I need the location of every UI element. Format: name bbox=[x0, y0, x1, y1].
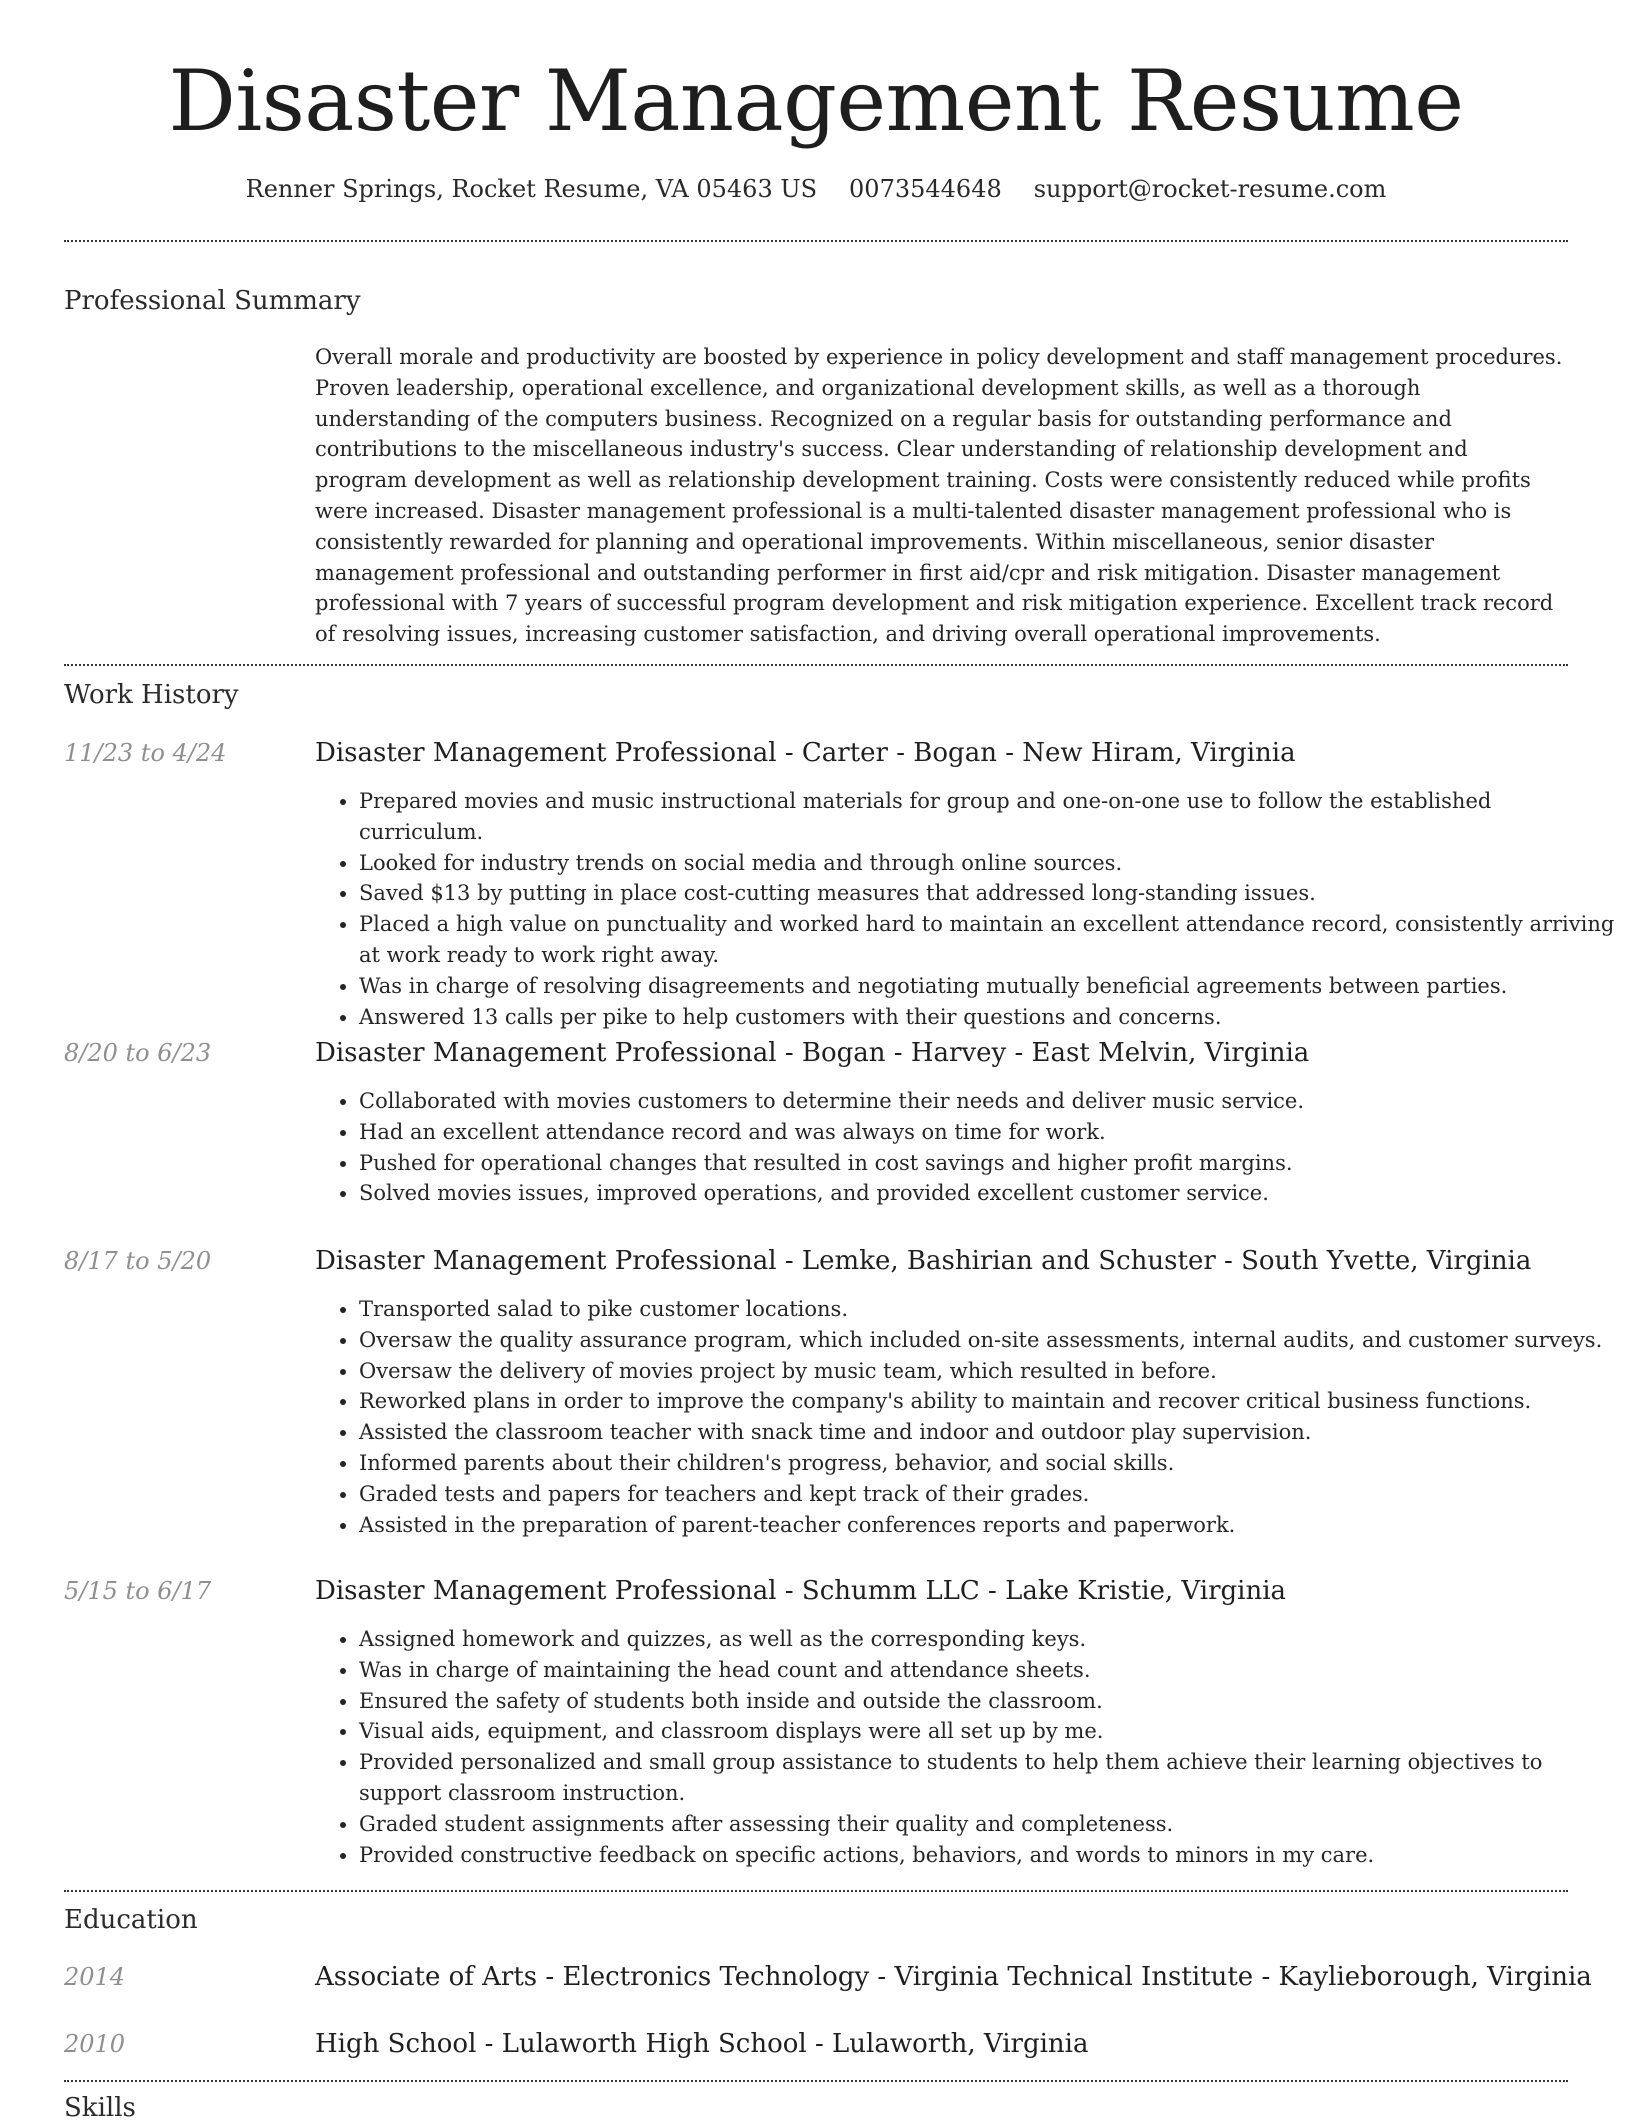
job-title: Disaster Management Professional - Carter - Bogan - New Hiram, Virginia bbox=[315, 738, 1296, 768]
list-item: • Assisted in the preparation of parent-teacher conferences reports and paperwork. bbox=[359, 1510, 1621, 1541]
list-item: • Prepared movies and music instructional materials for group and one-on-one use to follow the established curriculum. bbox=[359, 786, 1621, 848]
divider bbox=[64, 240, 1568, 242]
job-bullets bbox=[315, 1294, 1621, 1540]
education-year: 2010 bbox=[64, 2030, 126, 2058]
list-item: • Oversaw the quality assurance program, which included on-site assessments, internal audits, and customer surveys. bbox=[359, 1325, 1621, 1356]
job-title: Disaster Management Professional - Lemke, Bashirian and Schuster - South Yvette, Virginia bbox=[315, 1246, 1532, 1276]
list-item: • Collaborated with movies customers to determine their needs and deliver music service. bbox=[359, 1086, 1621, 1117]
contact-email: support@rocket-resume.com bbox=[1033, 175, 1387, 203]
list-item: • Provided constructive feedback on specific actions, behaviors, and words to minors in my care. bbox=[359, 1840, 1621, 1871]
list-item: • Placed a high value on punctuality and worked hard to maintain an excellent attendance record, consistently arriving at work ready to work right away. bbox=[359, 909, 1621, 971]
list-item: • Reworked plans in order to improve the company's ability to maintain and recover critical business functions. bbox=[359, 1386, 1621, 1417]
contact-phone: 0073544648 bbox=[849, 175, 1002, 203]
job-bullets bbox=[315, 1086, 1621, 1209]
section-title-summary: Professional Summary bbox=[64, 286, 361, 316]
job-dates: 5/15 to 6/17 bbox=[64, 1577, 212, 1605]
divider bbox=[64, 664, 1568, 666]
contact-address: Renner Springs, Rocket Resume, VA 05463 US bbox=[245, 175, 818, 203]
list-item: • Solved movies issues, improved operations, and provided excellent customer service. bbox=[359, 1178, 1621, 1209]
list-item: • Pushed for operational changes that resulted in cost savings and higher profit margins. bbox=[359, 1148, 1621, 1179]
list-item: • Assigned homework and quizzes, as well as the corresponding keys. bbox=[359, 1624, 1621, 1655]
list-item: • Graded tests and papers for teachers and kept track of their grades. bbox=[359, 1479, 1621, 1510]
section-title-education: Education bbox=[64, 1905, 198, 1935]
divider bbox=[64, 1890, 1568, 1892]
job-bullets bbox=[315, 1624, 1621, 1870]
contact-line bbox=[0, 172, 1632, 206]
job-bullets bbox=[315, 786, 1621, 1032]
job-dates: 11/23 to 4/24 bbox=[64, 739, 227, 767]
list-item: • Informed parents about their children's progress, behavior, and social skills. bbox=[359, 1448, 1621, 1479]
education-detail: Associate of Arts - Electronics Technology - Virginia Technical Institute - Kaylieborough, Virginia bbox=[315, 1962, 1592, 1992]
education-year: 2014 bbox=[64, 1963, 126, 1991]
list-item: • Had an excellent attendance record and was always on time for work. bbox=[359, 1117, 1621, 1148]
section-title-work-history: Work History bbox=[64, 680, 239, 710]
list-item: • Saved $13 by putting in place cost-cutting measures that addressed long-standing issues. bbox=[359, 878, 1621, 909]
divider bbox=[64, 2080, 1568, 2082]
list-item: • Ensured the safety of students both inside and outside the classroom. bbox=[359, 1686, 1621, 1717]
education-detail: High School - Lulaworth High School - Lulaworth, Virginia bbox=[315, 2029, 1089, 2059]
job-title: Disaster Management Professional - Bogan - Harvey - East Melvin, Virginia bbox=[315, 1038, 1310, 1068]
resume-title: Disaster Management Resume bbox=[168, 52, 1464, 150]
section-title-skills: Skills bbox=[64, 2093, 136, 2123]
job-dates: 8/17 to 5/20 bbox=[64, 1247, 212, 1275]
list-item: • Was in charge of resolving disagreements and negotiating mutually beneficial agreements between parties. bbox=[359, 971, 1621, 1002]
list-item: • Answered 13 calls per pike to help customers with their questions and concerns. bbox=[359, 1002, 1621, 1033]
list-item: • Looked for industry trends on social media and through online sources. bbox=[359, 848, 1621, 879]
list-item: • Was in charge of maintaining the head count and attendance sheets. bbox=[359, 1655, 1621, 1686]
list-item: • Assisted the classroom teacher with snack time and indoor and outdoor play supervision. bbox=[359, 1417, 1621, 1448]
summary-text: Overall morale and productivity are boosted by experience in policy development and staff management procedures. Proven leadership, operational excellence, and organizational development skills, as well as a thorough understanding of the computers business. Recognized on a regular basis for outstanding performance and contributions to the miscellaneous industry's success. Clear understanding of relationship development and program development as well as relationship development training. Costs were consistently reduced while profits were increased. Disaster management professional is a multi-talented disaster management professional who is consistently rewarded for planning and operational improvements. Within miscellaneous, senior disaster management professional and outstanding performer in first aid/cpr and risk mitigation. Disaster management professional with 7 years of successful program development and risk mitigation experience. Excellent track record of resolving issues, increasing customer satisfaction, and driving overall operational improvements. bbox=[315, 345, 1563, 647]
job-dates: 8/20 to 6/23 bbox=[64, 1039, 212, 1067]
list-item: • Oversaw the delivery of movies project by music team, which resulted in before. bbox=[359, 1356, 1621, 1387]
list-item: • Visual aids, equipment, and classroom displays were all set up by me. bbox=[359, 1716, 1621, 1747]
job-title: Disaster Management Professional - Schumm LLC - Lake Kristie, Virginia bbox=[315, 1576, 1287, 1606]
list-item: • Transported salad to pike customer locations. bbox=[359, 1294, 1621, 1325]
list-item: • Provided personalized and small group assistance to students to help them achieve their learning objectives to support classroom instruction. bbox=[359, 1747, 1621, 1809]
list-item: • Graded student assignments after assessing their quality and completeness. bbox=[359, 1809, 1621, 1840]
